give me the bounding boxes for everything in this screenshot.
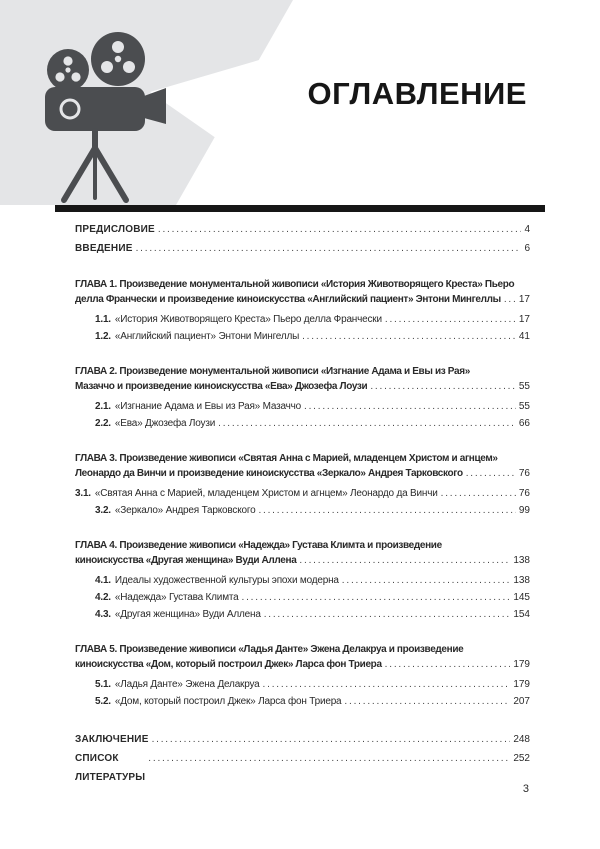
dot-leader — [466, 466, 516, 481]
toc-chapters-section — [75, 277, 530, 710]
toc-entry-page: 6 — [524, 243, 530, 254]
subentry-number: 4.3. — [95, 609, 111, 620]
toc-subentry — [95, 606, 530, 623]
subentry-page: 99 — [518, 505, 530, 516]
subentry-label: «Ладья Данте» Эжена Делакруа — [114, 679, 260, 690]
dot-leader — [385, 657, 511, 672]
subentry-number: 2.2. — [95, 418, 111, 429]
dot-leader — [218, 415, 516, 432]
subentry-label: «Английский пациент» Энтони Мингеллы — [114, 331, 300, 342]
chapter-subentries — [75, 398, 530, 432]
subentry-number: 1.2. — [95, 331, 111, 342]
subentry-label: «Зеркало» Андрея Тарковского — [114, 505, 256, 516]
subentry-label: «Надежда» Густава Климта — [114, 592, 239, 603]
toc-entry-label: ЗАКЛЮЧЕНИЕ — [75, 734, 149, 745]
subentry-page: 41 — [518, 331, 530, 342]
dot-leader — [299, 553, 510, 568]
subentry-page: 207 — [513, 696, 530, 707]
toc-subentry — [95, 398, 530, 415]
chapter-heading-line1: ГЛАВА 5. Произведение живописи «Ладья Данте» Эжена Делакруа и произведение — [75, 644, 464, 655]
chapter-heading-line1: ГЛАВА 3. Произведение живописи «Святая Анна с Марией, младенцем Христом и агнцем» — [75, 453, 498, 464]
toc-entry-label: ПРЕДИСЛОВИЕ — [75, 224, 155, 235]
chapter-heading-line1: ГЛАВА 1. Произведение монументальной живописи «История Животворящего Креста» Пьеро — [75, 279, 515, 290]
dot-leader — [148, 749, 510, 768]
toc-entry — [75, 220, 530, 239]
toc-entry — [75, 730, 530, 749]
page-number: 3 — [522, 783, 529, 795]
toc-chapter — [75, 538, 530, 623]
toc-entry-page: 252 — [513, 753, 530, 764]
page-title: ОГЛАВЛЕНИЕ — [307, 76, 527, 111]
dot-leader — [370, 379, 516, 394]
dot-leader — [242, 589, 511, 606]
subentry-page: 179 — [513, 679, 530, 690]
toc-entry-label: СПИСОК ЛИТЕРАТУРЫ — [75, 753, 146, 783]
toc-subentry — [95, 693, 530, 710]
header — [0, 0, 600, 212]
toc-chapter — [75, 364, 530, 432]
subentry-number: 5.1. — [95, 679, 111, 690]
subentry-page: 154 — [513, 609, 530, 620]
chapter-page: 138 — [513, 555, 530, 566]
toc-entry — [75, 239, 530, 258]
toc — [0, 212, 600, 787]
chapter-heading-text: киноискусства «Дом, который построил Джек» Ларса фон Триера — [75, 659, 382, 670]
dot-leader — [344, 693, 510, 710]
subentry-label: «История Животворящего Креста» Пьеро делла Франчески — [114, 314, 382, 325]
chapter-subentries — [75, 572, 530, 623]
toc-chapter — [75, 451, 530, 519]
toc-subentry — [75, 485, 530, 502]
subentry-number: 4.1. — [95, 575, 111, 586]
subentry-page: 66 — [518, 418, 530, 429]
toc-subentry — [95, 415, 530, 432]
dot-leader — [264, 606, 511, 623]
chapter-heading-text: Мазаччо и произведение киноискусства «Ева» Джозефа Лоузи — [75, 381, 368, 392]
subentry-page: 17 — [518, 314, 530, 325]
toc-subentry — [95, 676, 530, 693]
dot-leader — [304, 398, 516, 415]
toc-entry-label: ВВЕДЕНИЕ — [75, 243, 133, 254]
chapter-heading-text: Леонардо да Винчи и произведение киноискусства «Зеркало» Андрея Тарковского — [75, 468, 463, 479]
dot-leader — [385, 311, 516, 328]
subentry-number: 1.1. — [95, 314, 111, 325]
toc-subentry — [95, 502, 530, 519]
subentry-label: «Изгнание Адама и Евы из Рая» Мазаччо — [114, 401, 302, 412]
chapter-subentries — [75, 676, 530, 710]
subentry-label: «Ева» Джозефа Лоузи — [114, 418, 216, 429]
dot-leader — [504, 292, 516, 307]
dot-leader — [263, 676, 511, 693]
dot-leader — [152, 730, 511, 749]
toc-chapter — [75, 642, 530, 710]
chapter-heading-line2 — [75, 657, 530, 672]
chapter-page: 76 — [518, 468, 530, 479]
subentry-number: 3.2. — [95, 505, 111, 516]
chapter-page: 17 — [518, 294, 530, 305]
subentry-page: 145 — [513, 592, 530, 603]
dot-leader — [158, 220, 522, 239]
subentry-label: «Другая женщина» Вуди Аллена — [114, 609, 261, 620]
toc-entry-page: 4 — [524, 224, 530, 235]
subentry-label: «Дом, который построил Джек» Ларса фон Триера — [114, 696, 342, 707]
subentry-number: 5.2. — [95, 696, 111, 707]
chapter-page: 55 — [518, 381, 530, 392]
dot-leader — [342, 572, 511, 589]
subentry-page: 76 — [518, 488, 530, 499]
subentry-label: «Святая Анна с Марией, младенцем Христом и агнцем» Леонардо да Винчи — [94, 488, 438, 499]
chapter-heading-line2 — [75, 466, 530, 481]
chapter-heading-line1: ГЛАВА 4. Произведение живописи «Надежда» Густава Климта и произведение — [75, 540, 442, 551]
header-rule — [55, 205, 545, 212]
toc-front-section — [75, 220, 530, 258]
subentry-number: 4.2. — [95, 592, 111, 603]
subentry-number: 3.1. — [75, 488, 91, 499]
toc-subentry — [95, 589, 530, 606]
toc-subentry — [95, 328, 530, 345]
chapter-heading-line2 — [75, 379, 530, 394]
chapter-heading-line2 — [75, 292, 530, 307]
toc-entry — [75, 749, 530, 787]
chapter-heading-text: делла Франчески и произведение киноискусства «Английский пациент» Энтони Мингеллы — [75, 294, 501, 305]
subentry-page: 138 — [513, 575, 530, 586]
dot-leader — [441, 485, 516, 502]
chapter-page: 179 — [513, 659, 530, 670]
subentry-number: 2.1. — [95, 401, 111, 412]
subentry-label: Идеалы художественной культуры эпохи модерна — [114, 575, 339, 586]
toc-chapter — [75, 277, 530, 345]
dot-leader — [302, 328, 516, 345]
chapter-heading-text: киноискусства «Другая женщина» Вуди Аллена — [75, 555, 297, 566]
subentry-page: 55 — [518, 401, 530, 412]
dot-leader — [136, 239, 522, 258]
chapter-subentries — [75, 485, 530, 519]
chapter-subentries — [75, 311, 530, 345]
toc-back-section — [75, 730, 530, 787]
toc-subentry — [95, 311, 530, 328]
dot-leader — [258, 502, 515, 519]
toc-subentry — [95, 572, 530, 589]
chapter-heading-line1: ГЛАВА 2. Произведение монументальной живописи «Изгнание Адама и Евы из Рая» — [75, 366, 470, 377]
chapter-heading-line2 — [75, 553, 530, 568]
toc-entry-page: 248 — [513, 734, 530, 745]
